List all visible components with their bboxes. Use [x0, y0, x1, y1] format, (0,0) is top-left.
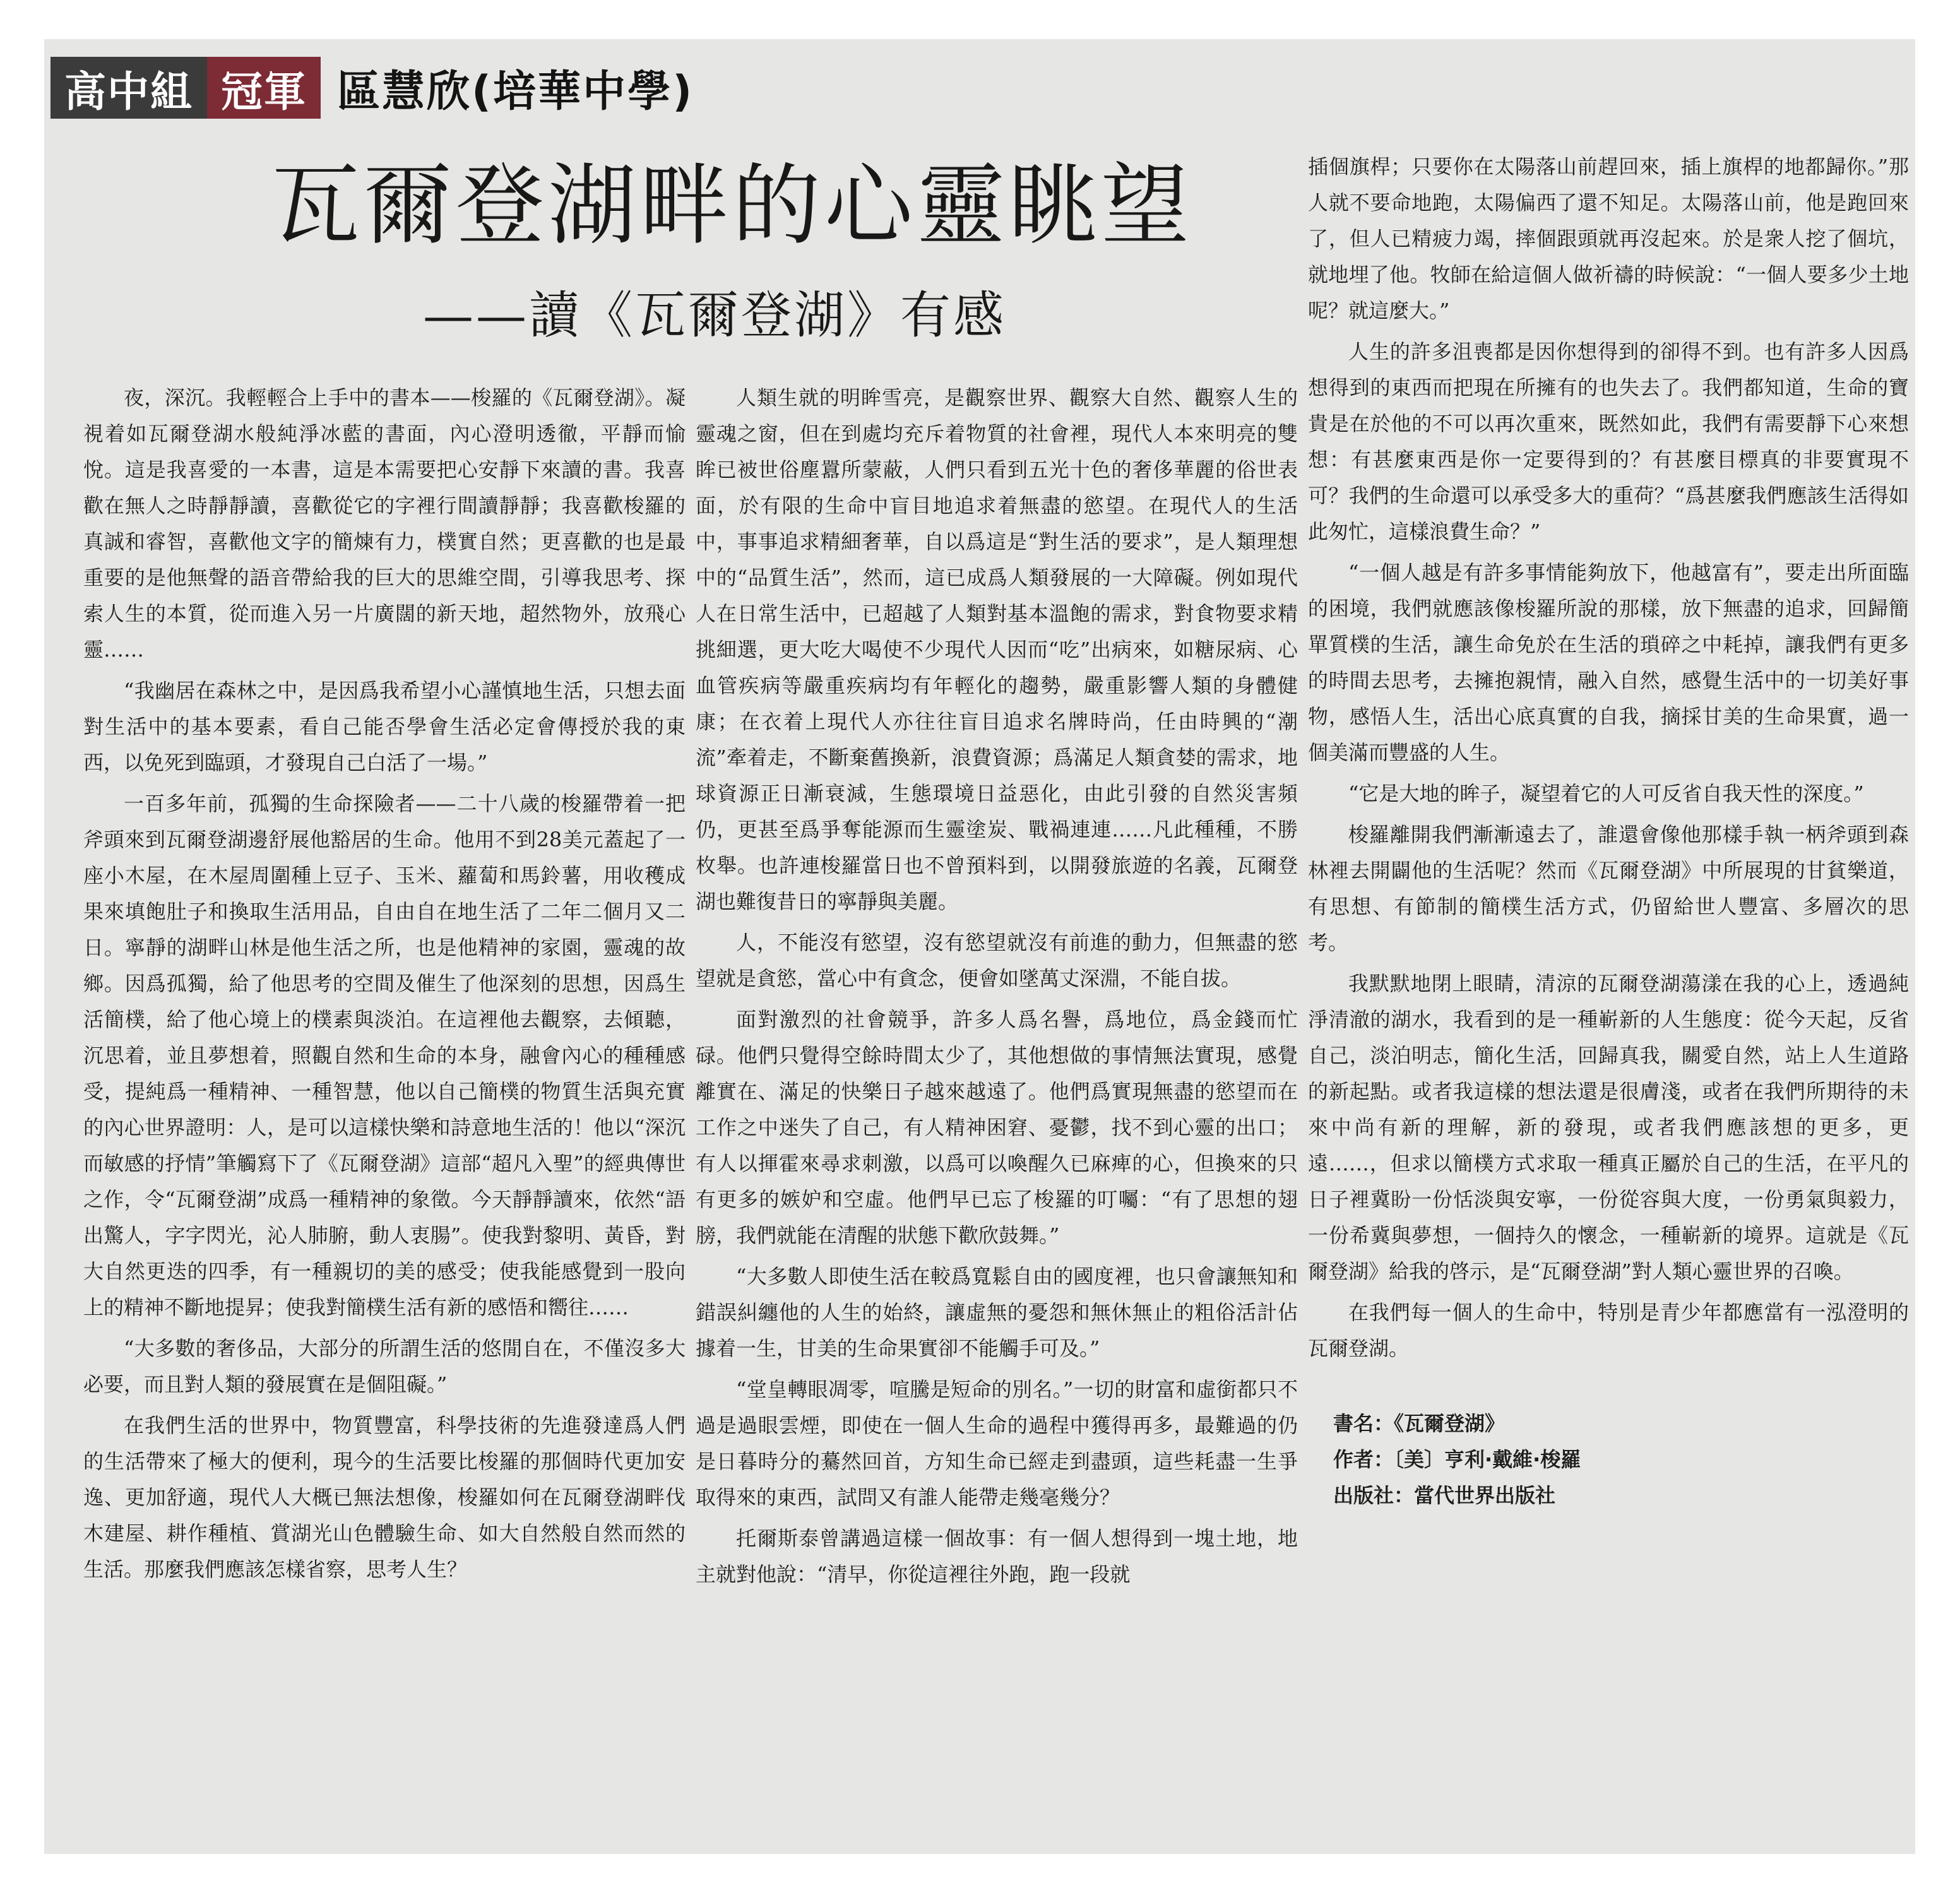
- text-column-3: [1308, 149, 1909, 1601]
- book-name: 書名：《瓦爾登湖》: [1333, 1411, 1506, 1435]
- paragraph: 夜，深沉。我輕輕合上手中的書本——梭羅的《瓦爾登湖》。凝視着如瓦爾登湖水般純淨冰藍的書面，內心澄明透徹，平靜而愉悅。這是我喜愛的一本書，這是本需要把心安靜下來讀的書。我喜歡在無人之時靜靜讀，喜歡從它的字裡行間讀靜靜；我喜歡梭羅的真誠和睿智，喜歡他文字的簡煉有力，樸實自然；更喜歡的也是最重要的是他無聲的語音帶給我的巨大的思維空間，引導我思考、探索人生的本質，從而進入另一片廣闊的新天地，超然物外，放飛心靈……: [83, 386, 686, 662]
- paragraph: 一百多年前，孤獨的生命探險者——二十八歲的梭羅帶着一把斧頭來到瓦爾登湖邊舒展他豁居的生命。他用不到28美元蓋起了一座小木屋，在木屋周圍種上豆子、玉米、蘿蔔和馬鈴薯，用收穫成果來填飽肚子和換取生活用品，自由自在地生活了二年二個月又二日。寧靜的湖畔山林是他生活之所，也是他精神的家園，靈魂的故鄉。因爲孤獨，給了他思考的空間及催生了他深刻的思想，因爲生活簡樸，給了他心境上的樸素與淡泊。在這裡他去觀察，去傾聽，沉思着，並且夢想着，照觀自然和生命的本身，融會內心的種種感受，提純爲一種精神、一種智慧，他以自己簡樸的物質生活與充實的內心世界證明：人，是可以這樣快樂和詩意地生活的！他以“深沉而敏感的抒情”筆觸寫下了《瓦爾登湖》這部“超凡入聖”的經典傳世之作，令“瓦爾登湖”成爲一種精神的象徵。今天靜靜讀來，依然“語出驚人，字字閃光，沁人肺腑，動人衷腸”。使我對黎明、黃昏，對大自然更迭的四季，有一種親切的美的感受；使我能感覺到一股向上的精神不斷地提昇；使我對簡樸生活有新的感悟和嚮往……: [83, 792, 686, 1319]
- paragraph: 在我們每一個人的生命中，特別是青少年都應當有一泓澄明的瓦爾登湖。: [1308, 1300, 1909, 1360]
- paragraph: “大多數的奢侈品，大部分的所謂生活的悠閒自在，不僅沒多大必要，而且對人類的發展實在是個阻礙。”: [83, 1336, 686, 1396]
- paragraph: 人生的許多沮喪都是因你想得到的卻得不到。也有許多人因爲想得到的東西而把現在所擁有的也失去了。我們都知道，生命的寶貴是在於他的不可以再次重來，既然如此，我們有需要靜下心來想想：有甚麼東西是你一定要得到的？有甚麼目標真的非要實現不可？我們的生命還可以承受多大的重荷？“爲甚麼我們應該生活得如此匆忙，這樣浪費生命？”: [1308, 340, 1909, 544]
- paragraph: 托爾斯泰曾講過這樣一個故事：有一個人想得到一塊土地，地主就對他說：“清早，你從這裡往外跑，跑一段就: [696, 1526, 1298, 1586]
- paragraph-continued: 插個旗桿；只要你在太陽落山前趕回來，插上旗桿的地都歸你。”那人就不要命地跑，太陽偏西了還不知足。太陽落山前，他是跑回來了，但人已精疲力竭，摔個跟頭就再沒起來。於是衆人挖了個坑，就地埋了他。牧師在給這個人做祈禱的時候說：“一個人要多少土地呢？就這麼大。”: [1308, 155, 1909, 323]
- newspaper-page: [44, 39, 1915, 1854]
- text-column-1: [83, 380, 686, 1832]
- paragraph: 我默默地閉上眼睛，清涼的瓦爾登湖蕩漾在我的心上，透過純淨清澈的湖水，我看到的是一種嶄新的人生態度：從今天起，反省自己，淡泊明志，簡化生活，回歸真我，關愛自然，站上人生道路的新起點。或者我這樣的想法還是很膚淺，或者在我們所期待的未來中尚有新的理解，新的發現，或者我們應該想的更多，更遠……，但求以簡樸方式求取一種真正屬於自己的生活，在平凡的日子裡冀盼一份恬淡與安寧，一份從容與大度，一份勇氣與毅力，一份希冀與夢想，一個持久的懷念，一種嶄新的境界。這就是《瓦爾登湖》給我的啓示，是“瓦爾登湖”對人類心靈世界的召喚。: [1308, 971, 1909, 1283]
- group-label: 高中組: [50, 57, 207, 119]
- author-school: 區慧欣(培華中學): [337, 66, 694, 117]
- paragraph: 人，不能沒有慾望，沒有慾望就沒有前進的動力，但無盡的慾望就是貪慾，當心中有貪念，便會如墜萬丈深淵，不能自拔。: [696, 930, 1298, 990]
- header-bar: [50, 57, 694, 119]
- paragraph: 人類生就的明眸雪亮，是觀察世界、觀察大自然、觀察人生的靈魂之窗，但在到處均充斥着物質的社會裡，現代人本來明亮的雙眸已被世俗塵囂所蒙蔽，人們只看到五光十色的奢侈華麗的俗世表面，於有限的生命中盲目地追求着無盡的慾望。在現代人的生活中，事事追求精細奢華，自以爲這是“對生活的要求”，是人類理想中的“品質生活”，然而，這已成爲人類發展的一大障礙。例如現代人在日常生活中，已超越了人類對基本溫飽的需求，對食物要求精挑細選，更大吃大喝使不少現代人因而“吃”出病來，如糖尿病、心血管疾病等嚴重疾病均有年輕化的趨勢，嚴重影響人類的身體健康；在衣着上現代人亦往往盲目追求名牌時尚，任由時興的“潮流”牽着走，不斷棄舊換新，浪費資源；爲滿足人類貪婪的需求，地球資源正日漸衰減，生態環境日益惡化，由此引發的自然災害頻仍，更甚至爲爭奪能源而生靈塗炭、戰禍連連……凡此種種，不勝枚舉。也許連梭羅當日也不曾預料到，以開發旅遊的名義，瓦爾登湖也難復昔日的寧靜與美麗。: [696, 386, 1298, 913]
- paragraph: “大多數人即使生活在較爲寬鬆自由的國度裡，也只會讓無知和錯誤糾纏他的人生的始終，讓虛無的憂怨和無休無止的粗俗活計佔據着一生，甘美的生命果實卻不能觸手可及。”: [696, 1264, 1298, 1360]
- book-publisher: 出版社：當代世界出版社: [1333, 1483, 1556, 1507]
- book-author: 作者：〔美〕亨利·戴維·梭羅: [1333, 1447, 1581, 1471]
- article-subtitle: ——讀《瓦爾登湖》有感: [423, 286, 1006, 345]
- award-label: 冠軍: [207, 57, 321, 119]
- article-title: 瓦爾登湖畔的心靈眺望: [271, 155, 1194, 258]
- paragraph: “一個人越是有許多事情能夠放下，他越富有”，要走出所面臨的困境，我們就應該像梭羅所說的那樣，放下無盡的追求，回歸簡單質樸的生活，讓生命免於在生活的瑣碎之中耗掉，讓我們有更多的時間去思考，去擁抱親情，融入自然，感覺生活中的一切美好事物，感悟人生，活出心底真實的自我，摘採甘美的生命果實，過一個美滿而豐盛的人生。: [1308, 561, 1909, 764]
- paragraph: “堂皇轉眼凋零，喧騰是短命的別名。”一切的財富和虛銜都只不過是過眼雲煙，即使在一個人生命的過程中獲得再多，最難過的仍是日暮時分的驀然回首，方知生命已經走到盡頭，這些耗盡一生爭取得來的東西，試問又有誰人能帶走幾毫幾分？: [696, 1377, 1298, 1509]
- paragraph: “它是大地的眸子，凝望着它的人可反省自我天性的深度。”: [1348, 781, 1864, 805]
- book-info: [1308, 1406, 1909, 1514]
- paragraph: 梭羅離開我們漸漸遠去了，誰還會像他那樣手執一柄斧頭到森林裡去開闢他的生活呢？然而《瓦爾登湖》中所展現的甘貧樂道，有思想、有節制的簡樸生活方式，仍留給世人豐富、多層次的思考。: [1308, 823, 1909, 954]
- paragraph: 在我們生活的世界中，物質豐富，科學技術的先進發達爲人們的生活帶來了極大的便利，現今的生活要比梭羅的那個時代更加安逸、更加舒適，現代人大概已無法想像，梭羅如何在瓦爾登湖畔伐木建屋、耕作種植、賞湖光山色體驗生命、如大自然般自然而然的生活。那麼我們應該怎樣省察，思考人生？: [83, 1413, 686, 1581]
- paragraph: “我幽居在森林之中，是因爲我希望小心謹慎地生活，只想去面對生活中的基本要素，看自己能否學會生活必定會傳授於我的東西，以免死到臨頭，才發現自己白活了一場。”: [83, 679, 686, 775]
- paragraph: 面對激烈的社會競爭，許多人爲名譽，爲地位，爲金錢而忙碌。他們只覺得空餘時間太少了，其他想做的事情無法實現，感覺離實在、滿足的快樂日子越來越遠了。他們爲實現無盡的慾望而在工作之中迷失了自己，有人精神困窘、憂鬱，找不到心靈的出口；有人以揮霍來尋求刺激，以爲可以喚醒久已麻痺的心，但換來的只有更多的嫉妒和空虛。他們早已忘了梭羅的叮囑：“有了思想的翅膀，我們就能在清醒的狀態下歡欣鼓舞。”: [696, 1007, 1298, 1247]
- text-column-2: [696, 380, 1298, 1832]
